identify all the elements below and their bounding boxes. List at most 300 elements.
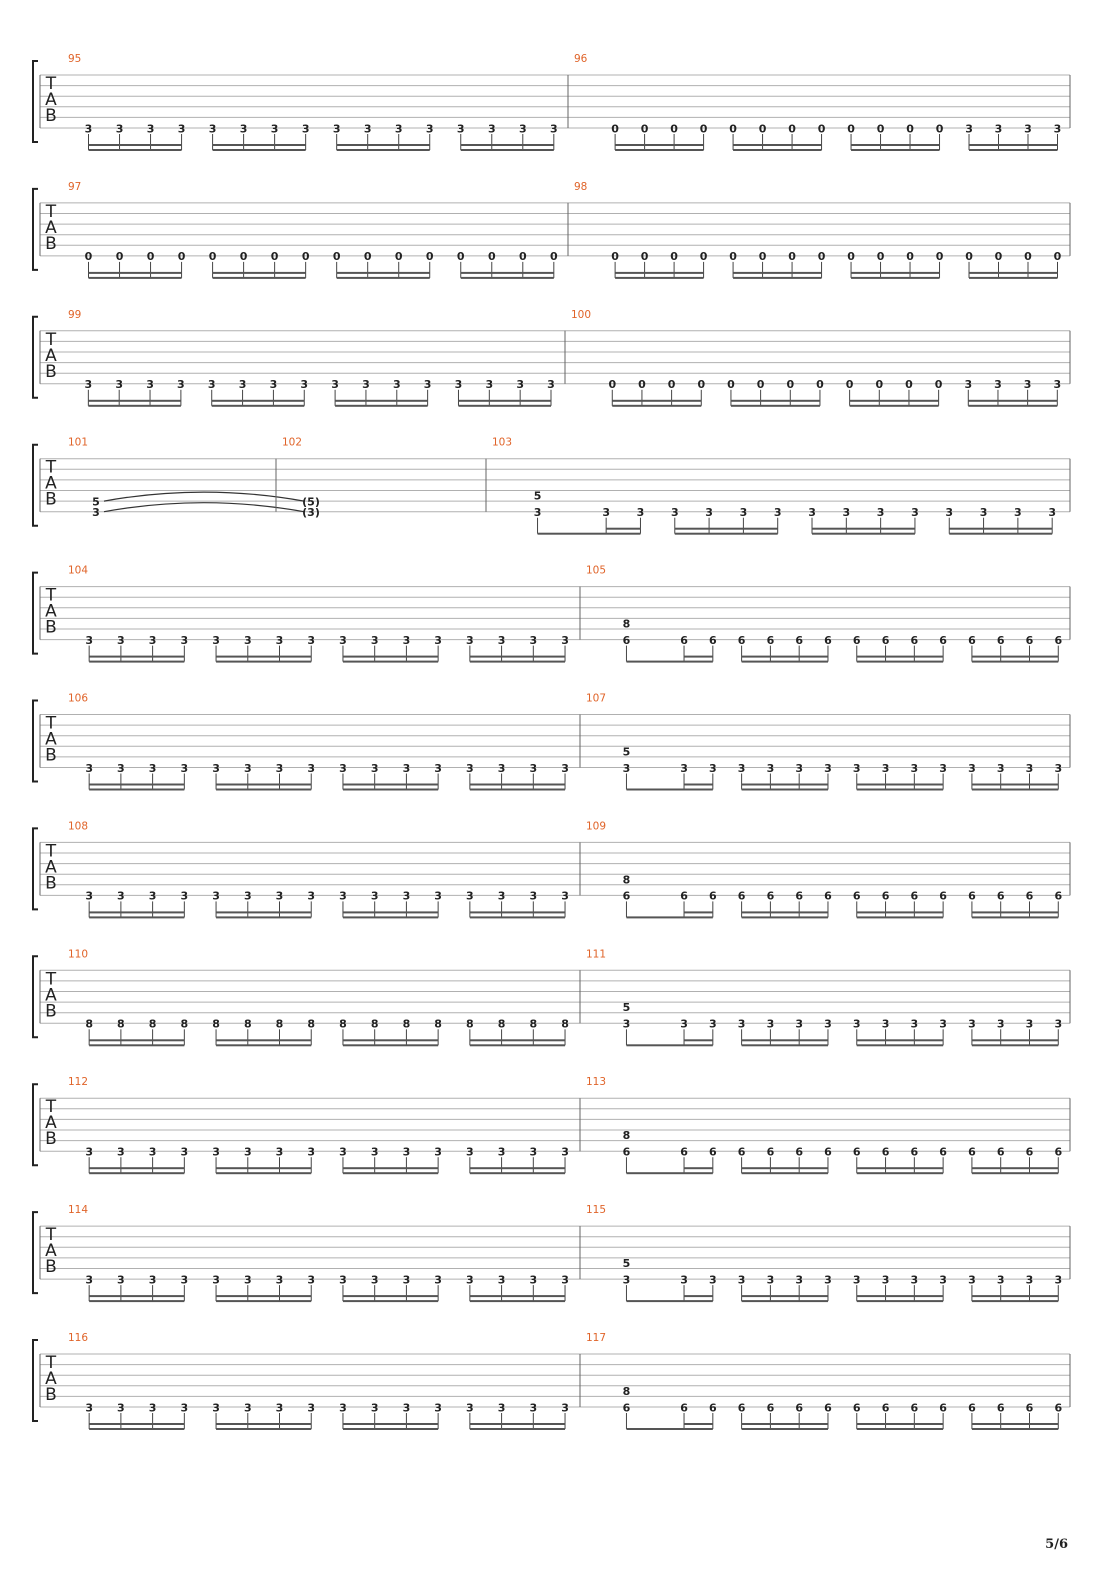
fret-number: 3 <box>808 506 816 519</box>
beam <box>470 1167 565 1169</box>
tab-system <box>33 820 1070 918</box>
fret-number: 3 <box>307 1145 316 1159</box>
fret-number: 6 <box>1054 889 1063 903</box>
fret-number: 3 <box>529 761 538 775</box>
fret-number: 3 <box>148 633 157 647</box>
measure-number: 113 <box>586 1076 607 1089</box>
fret-number: 3 <box>497 889 506 903</box>
system-bracket <box>33 189 38 270</box>
fret-number: 3 <box>434 1273 442 1287</box>
fret-number: 8 <box>243 1017 252 1031</box>
fret-number: 0 <box>994 250 1003 264</box>
beam <box>742 916 828 918</box>
fret-number: 3 <box>497 633 506 647</box>
fret-number: 6 <box>766 1401 775 1415</box>
fret-number: 3 <box>275 889 284 903</box>
fret-number: 8 <box>561 1017 569 1031</box>
fret-number: 0 <box>847 122 855 136</box>
beam <box>684 1295 713 1297</box>
beam <box>612 405 701 407</box>
beam <box>857 1044 943 1046</box>
fret-number: 3 <box>945 506 954 519</box>
system-bracket <box>33 828 38 909</box>
fret-number: 3 <box>1025 1273 1034 1287</box>
beam <box>857 1300 943 1302</box>
fret-number: 3 <box>212 1273 220 1287</box>
fret-number: 6 <box>737 1401 746 1415</box>
beam <box>88 400 181 402</box>
beam <box>458 405 551 407</box>
fret-number: 3 <box>1054 761 1063 775</box>
measure-number: 101 <box>68 436 89 449</box>
beam <box>216 1172 311 1174</box>
fret-number: 3 <box>148 889 157 903</box>
fret-number: 3 <box>852 761 861 775</box>
fret-number: 0 <box>456 250 465 264</box>
beam <box>972 1044 1058 1046</box>
fret-number: 3 <box>561 1401 569 1415</box>
beam <box>742 1295 828 1297</box>
fret-number: 8 <box>180 1017 189 1031</box>
beam <box>461 144 554 146</box>
fret-number: 6 <box>1025 889 1034 903</box>
measure-number: 108 <box>68 820 89 833</box>
fret-number: 0 <box>905 378 913 392</box>
fret-number: 3 <box>423 378 432 392</box>
fret-number: 6 <box>852 1401 861 1415</box>
fret-number: 3 <box>307 761 316 775</box>
beam <box>216 789 311 791</box>
beam <box>851 144 939 146</box>
beam <box>857 1295 943 1297</box>
fret-number: 0 <box>847 250 855 264</box>
fret-number: 3 <box>529 1273 538 1287</box>
fret-number: 3 <box>561 1273 569 1287</box>
beam <box>470 1044 565 1046</box>
fret-number: 8 <box>402 1017 411 1031</box>
fret-number: 3 <box>180 1273 189 1287</box>
fret-number: 3 <box>307 889 316 903</box>
fret-number: 3 <box>301 122 310 136</box>
beam <box>742 656 828 658</box>
fret-number: 0 <box>670 250 678 264</box>
tab-clef-letter: T <box>45 74 57 94</box>
fret-number: 0 <box>817 250 826 264</box>
beam <box>216 1423 311 1425</box>
beam <box>337 144 430 146</box>
beam <box>684 1039 713 1041</box>
tab-clef-letter: T <box>45 841 57 862</box>
fret-number: 0 <box>518 250 527 264</box>
fret-number: 3 <box>85 1145 93 1159</box>
fret-number: 3 <box>117 1273 125 1287</box>
fret-number: 3 <box>824 761 832 775</box>
beam <box>949 528 1052 530</box>
fret-number: 3 <box>708 761 717 775</box>
fret-number: 6 <box>1025 1145 1034 1159</box>
fret-number: 0 <box>332 250 341 264</box>
fret-number: 3 <box>402 1145 411 1159</box>
beam <box>626 661 712 663</box>
fret-number: 0 <box>697 378 706 392</box>
beam <box>89 277 182 279</box>
system-bracket <box>33 701 38 782</box>
fret-number: 3 <box>516 378 524 392</box>
beam <box>615 149 703 151</box>
fret-number: 0 <box>667 378 676 392</box>
fret-number: 6 <box>910 633 919 647</box>
fret-number: 3 <box>148 761 157 775</box>
fret-number: 3 <box>84 122 93 136</box>
fret-number: 3 <box>425 122 434 136</box>
fret-number: 0 <box>935 250 944 264</box>
fret-number: 8 <box>85 1017 93 1031</box>
beam <box>626 789 712 791</box>
measure-number: 95 <box>68 53 82 65</box>
system-bracket <box>33 956 38 1037</box>
fret-number: 0 <box>84 250 93 264</box>
beam <box>972 1167 1058 1169</box>
beam <box>675 533 778 535</box>
fret-number: 3 <box>1054 1017 1063 1031</box>
beam <box>731 400 820 402</box>
fret-number: 3 <box>561 761 569 775</box>
fret-number: 3 <box>994 378 1002 392</box>
beam <box>972 661 1058 663</box>
beam <box>216 1300 311 1302</box>
fret-number: 6 <box>1025 633 1034 647</box>
fret-number: 3 <box>243 633 252 647</box>
beam <box>216 656 311 658</box>
beam <box>343 911 438 913</box>
fret-number: 3 <box>85 633 93 647</box>
fret-number: 3 <box>622 1017 631 1031</box>
fret-number: 3 <box>339 1145 347 1159</box>
beam <box>470 911 565 913</box>
measure-number: 114 <box>68 1204 89 1217</box>
fret-number: 3 <box>339 889 347 903</box>
fret-number: 3 <box>739 506 748 519</box>
fret-number: 3 <box>212 1145 220 1159</box>
fret-number: 3 <box>148 1401 157 1415</box>
fret-number: 0 <box>177 250 186 264</box>
beam <box>89 149 182 151</box>
beam <box>857 1167 943 1169</box>
fret-number: 6 <box>824 633 832 647</box>
beam <box>343 1428 438 1430</box>
fret-number: 3 <box>965 122 973 136</box>
fret-number: 3 <box>910 761 919 775</box>
beam <box>626 1172 712 1174</box>
fret-number: 3 <box>269 378 278 392</box>
fret-number: 3 <box>968 1273 976 1287</box>
fret-number: 0 <box>640 250 649 264</box>
tab-clef-letter: T <box>45 329 57 350</box>
fret-number: 8 <box>622 1384 631 1398</box>
fret-number: 3 <box>1023 378 1032 392</box>
tab-clef-letter: T <box>45 1097 57 1118</box>
tab-clef-letter: A <box>45 1241 57 1262</box>
beam <box>343 656 438 658</box>
beam <box>684 911 713 913</box>
beam <box>89 1295 184 1297</box>
beam <box>684 784 713 786</box>
fret-number: 3 <box>968 761 976 775</box>
beam <box>458 400 551 402</box>
fret-number: 0 <box>699 122 708 136</box>
beam <box>949 533 1052 535</box>
fret-number: 0 <box>875 378 884 392</box>
fret-number: 3 <box>680 1273 688 1287</box>
beam <box>89 1172 184 1174</box>
fret-number: 3 <box>434 633 442 647</box>
beam <box>857 789 943 791</box>
tab-clef-letter: T <box>45 713 57 734</box>
fret-number: 0 <box>935 122 944 136</box>
fret-number: 3 <box>275 1273 284 1287</box>
fret-number: 6 <box>622 633 631 647</box>
fret-number: 6 <box>680 633 688 647</box>
fret-number: 0 <box>487 250 496 264</box>
fret-number: 6 <box>939 889 947 903</box>
fret-number: 0 <box>208 250 217 264</box>
beam <box>733 272 821 274</box>
beam <box>972 1295 1058 1297</box>
beam <box>972 784 1058 786</box>
tie-arc <box>104 503 304 512</box>
beam <box>216 784 311 786</box>
beam <box>972 911 1058 913</box>
beam <box>742 1039 828 1041</box>
beam <box>850 400 939 402</box>
fret-number: 3 <box>117 1401 125 1415</box>
fret-number: 3 <box>466 889 474 903</box>
beam <box>615 144 703 146</box>
fret-number: 3 <box>911 506 919 519</box>
fret-number: 6 <box>939 633 947 647</box>
fret-number: 3 <box>852 1017 861 1031</box>
fret-number: 3 <box>243 889 252 903</box>
beam <box>742 1423 828 1425</box>
beam <box>626 1428 712 1430</box>
beam <box>335 400 428 402</box>
beam <box>851 277 939 279</box>
beam <box>89 916 184 918</box>
beam <box>684 1423 713 1425</box>
tab-clef-letter: A <box>45 1369 57 1389</box>
beam <box>851 149 939 151</box>
fret-number: 6 <box>708 633 717 647</box>
beam <box>972 1039 1058 1041</box>
system-bracket <box>33 317 38 398</box>
fret-number: 3 <box>402 1273 411 1287</box>
fret-number: 3 <box>148 1273 157 1287</box>
beam <box>343 789 438 791</box>
beam <box>969 272 1057 274</box>
beam <box>742 911 828 913</box>
beam <box>972 789 1058 791</box>
tab-clef-letter: A <box>45 345 57 366</box>
fret-number: 3 <box>339 1401 347 1415</box>
fret-number: 3 <box>307 633 316 647</box>
beam <box>89 911 184 913</box>
beam <box>857 784 943 786</box>
beam <box>216 916 311 918</box>
fret-number: 8 <box>529 1017 538 1031</box>
beam <box>857 1039 943 1041</box>
fret-number: 3 <box>84 378 93 392</box>
beam <box>969 149 1057 151</box>
beam <box>470 656 565 658</box>
measure-number: 102 <box>282 436 303 449</box>
beam <box>538 533 641 535</box>
fret-number: 3 <box>212 889 220 903</box>
fret-number: 6 <box>881 633 890 647</box>
tab-clef-letter: B <box>45 233 57 254</box>
beam <box>88 405 181 407</box>
fret-number: 0 <box>1024 250 1032 264</box>
fret-number: 6 <box>968 1145 976 1159</box>
fret-number: 3 <box>370 889 379 903</box>
tied-fret-number: (5) <box>302 495 320 509</box>
fret-number: 3 <box>180 889 189 903</box>
fret-number: 3 <box>766 1017 775 1031</box>
beam <box>335 405 428 407</box>
fret-number: 3 <box>370 1145 379 1159</box>
fret-number: 0 <box>816 378 824 392</box>
fret-number: 6 <box>708 889 717 903</box>
beam <box>742 1044 828 1046</box>
fret-number: 3 <box>968 1017 976 1031</box>
fret-number: 3 <box>994 122 1003 136</box>
tab-clef-letter: A <box>45 1113 57 1134</box>
tied-fret-number: (3) <box>302 506 320 519</box>
fret-number: 8 <box>148 1017 157 1031</box>
fret-number: 0 <box>876 250 885 264</box>
beam <box>684 656 713 658</box>
tab-system <box>33 1076 1070 1174</box>
beam <box>968 405 1057 407</box>
fret-number: 3 <box>146 378 154 392</box>
fret-number: 3 <box>207 378 216 392</box>
beam <box>216 911 311 913</box>
beam <box>972 1172 1058 1174</box>
beam <box>857 911 943 913</box>
measure-number: 103 <box>492 436 513 449</box>
fret-number: 0 <box>611 250 619 264</box>
fret-number: 6 <box>1054 1401 1063 1415</box>
tab-clef-letter: B <box>45 1001 57 1022</box>
beam <box>812 528 915 530</box>
beam <box>857 661 943 663</box>
beam <box>337 149 430 151</box>
beam <box>850 405 939 407</box>
beam <box>343 784 438 786</box>
fret-number: 3 <box>238 378 247 392</box>
measure-number: 105 <box>586 564 607 577</box>
fret-number: 3 <box>466 1401 474 1415</box>
fret-number: 3 <box>497 1401 506 1415</box>
tie-arc <box>104 492 304 501</box>
fret-number: 3 <box>402 889 411 903</box>
measure-number: 107 <box>586 692 607 705</box>
beam <box>343 1423 438 1425</box>
fret-number: 3 <box>561 633 569 647</box>
fret-number: 3 <box>146 122 155 136</box>
beam <box>470 789 565 791</box>
tab-clef-letter: A <box>45 857 57 878</box>
fret-number: 3 <box>939 1017 947 1031</box>
fret-number: 3 <box>881 1017 890 1031</box>
fret-number: 3 <box>549 122 558 136</box>
beam <box>857 1172 943 1174</box>
system-bracket <box>33 1212 38 1293</box>
tab-clef-letter: A <box>45 217 57 238</box>
fret-number: 3 <box>243 761 252 775</box>
beam <box>212 400 305 402</box>
fret-number: 6 <box>939 1401 947 1415</box>
fret-number: 3 <box>602 506 610 519</box>
fret-number: 6 <box>680 1145 688 1159</box>
fret-number: 3 <box>239 122 248 136</box>
fret-number: 3 <box>117 633 125 647</box>
fret-number: 0 <box>239 250 248 264</box>
tab-clef-letter: T <box>45 585 57 606</box>
fret-number: 0 <box>876 122 885 136</box>
beam <box>675 528 778 530</box>
fret-number: 3 <box>737 1017 746 1031</box>
beam <box>626 916 712 918</box>
beam <box>606 528 640 530</box>
fret-number: 3 <box>939 761 947 775</box>
fret-number: 3 <box>402 761 411 775</box>
fret-number: 6 <box>881 1145 890 1159</box>
fret-number: 3 <box>561 889 569 903</box>
beam <box>461 272 554 274</box>
beam <box>742 1300 828 1302</box>
fret-number: 3 <box>270 122 279 136</box>
fret-number: 3 <box>979 506 988 519</box>
fret-number: 3 <box>497 1273 506 1287</box>
fret-number: 3 <box>208 122 217 136</box>
fret-number: 8 <box>275 1017 284 1031</box>
fret-number: 0 <box>817 122 826 136</box>
fret-number: 6 <box>622 1145 631 1159</box>
fret-number: 0 <box>611 122 619 136</box>
fret-number: 3 <box>243 1273 252 1287</box>
fret-number: 3 <box>363 122 372 136</box>
fret-number: 3 <box>670 506 679 519</box>
fret-number: 6 <box>852 633 861 647</box>
fret-number: 3 <box>766 1273 775 1287</box>
fret-number: 3 <box>964 378 973 392</box>
beam <box>337 277 430 279</box>
system-bracket <box>33 573 38 654</box>
fret-number: 3 <box>1054 1273 1063 1287</box>
fret-number: 6 <box>996 633 1005 647</box>
fret-number: 8 <box>307 1017 316 1031</box>
fret-number: 3 <box>243 1145 252 1159</box>
tab-system <box>33 309 1070 407</box>
fret-number: 0 <box>729 250 737 264</box>
beam <box>89 272 182 274</box>
fret-number: 0 <box>699 250 708 264</box>
fret-number: 3 <box>85 1401 93 1415</box>
tab-clef-letter: B <box>45 1129 57 1150</box>
fret-number: 3 <box>910 1273 919 1287</box>
fret-number: 6 <box>1025 1401 1034 1415</box>
fret-number: 3 <box>824 1273 832 1287</box>
